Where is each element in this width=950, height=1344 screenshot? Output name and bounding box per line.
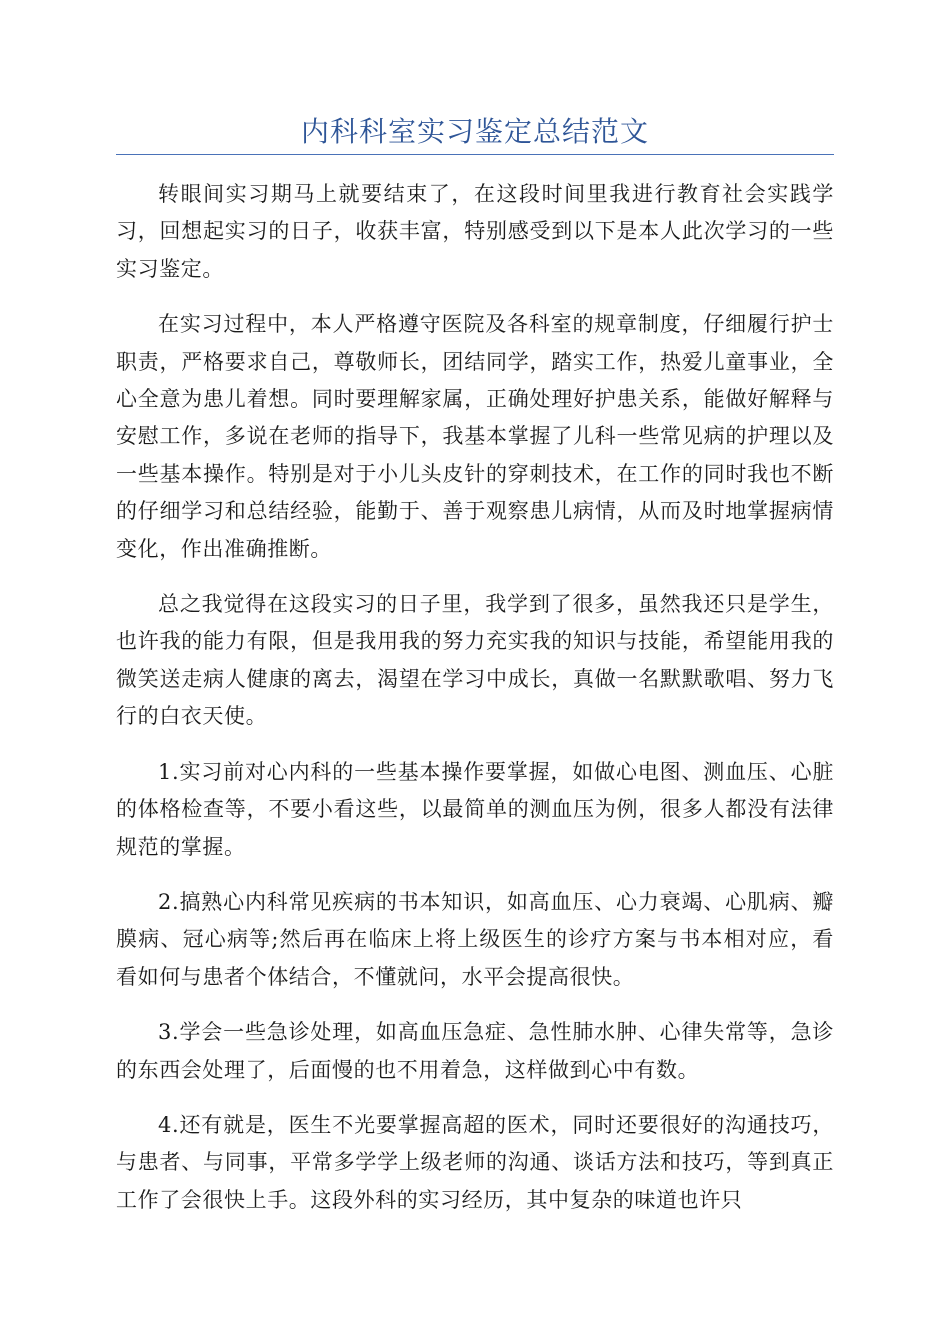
title-underline xyxy=(116,154,834,155)
paragraph-internship-process: 在实习过程中，本人严格遵守医院及各科室的规章制度，仔细履行护士职责，严格要求自己，尊敬师长，团结同学，踏实工作，热爱儿童事业，全心全意为患儿着想。同时要理解家属，正确处理好护患关系，能做好解释与安慰工作，多说在老师的指导下，我基本掌握了儿科一些常见病的护理以及一些基本操作。特别是对于小儿头皮针的穿刺技术，在工作的同时我也不断的仔细学习和总结经验，能勤于、善于观察患儿病情，从而及时地掌握病情变化，作出准确推断。 xyxy=(116,312,834,561)
document-title: 内科科室实习鉴定总结范文 xyxy=(300,115,649,148)
paragraph-intro: 转眼间实习期马上就要结束了，在这段时间里我进行教育社会实践学习，回想起实习的日子，收获丰富，特别感受到以下是本人此次学习的一些实习鉴定。 xyxy=(116,182,834,281)
paragraph-summary: 总之我觉得在这段实习的日子里，我学到了很多，虽然我还只是学生，也许我的能力有限，但是我用我的努力充实我的知识与技能，希望能用我的微笑送走病人健康的离去，渴望在学习中成长，真做一名默默歌唱、努力飞行的白衣天使。 xyxy=(116,592,834,729)
paragraph-item-3: 3.学会一些急诊处理，如高血压急症、急性肺水肿、心律失常等，急诊的东西会处理了，后面慢的也不用着急，这样做到心中有数。 xyxy=(116,1020,834,1082)
paragraph-item-2: 2.搞熟心内科常见疾病的书本知识，如高血压、心力衰竭、心肌病、瓣膜病、冠心病等;然后再在临床上将上级医生的诊疗方案与书本相对应，看看如何与患者个体结合，不懂就问，水平会提高很快。 xyxy=(116,889,834,989)
paragraph-item-4: 4.还有就是，医生不光要掌握高超的医术，同时还要很好的沟通技巧，与患者、与同事，平常多学学上级老师的沟通、谈话方法和技巧，等到真正工作了会很快上手。这段外科的实习经历，其中复杂的味道也许只 xyxy=(116,1112,834,1212)
document-body xyxy=(116,176,834,1237)
paragraph-item-1: 1.实习前对心内科的一些基本操作要掌握，如做心电图、测血压、心脏的体格检查等，不要小看这些，以最简单的测血压为例，很多人都没有法律规范的掌握。 xyxy=(116,759,834,859)
